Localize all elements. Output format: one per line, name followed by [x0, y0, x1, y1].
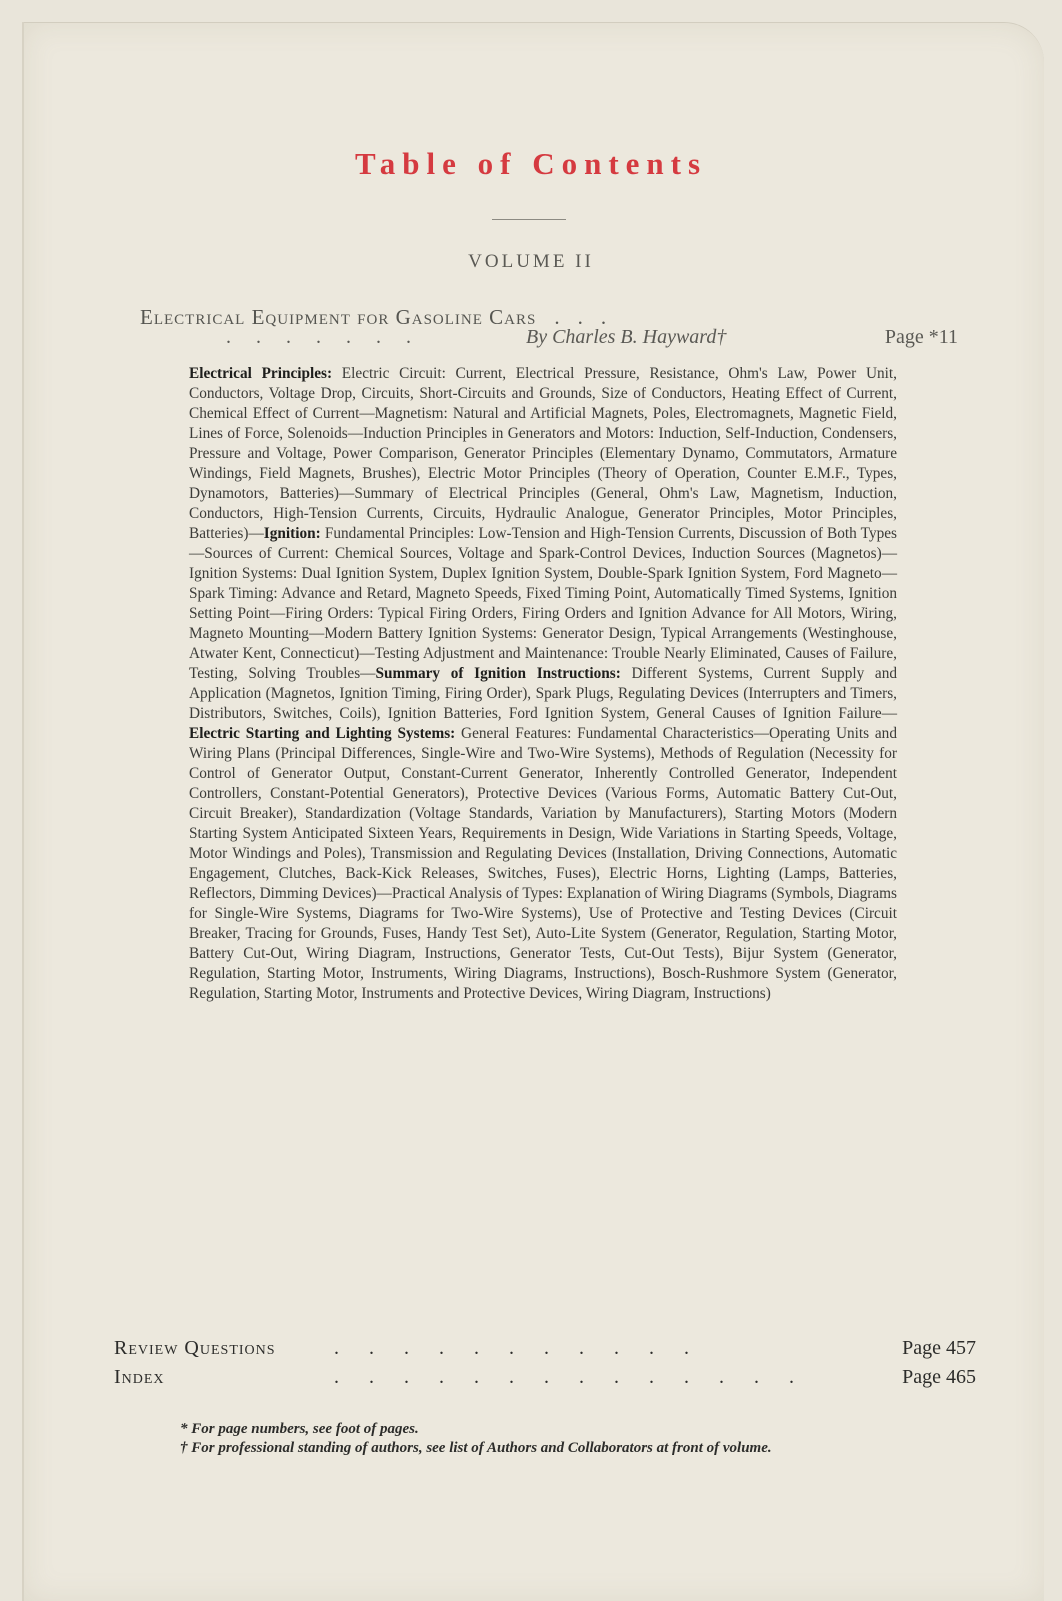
- footnote-page-numbers: * For page numbers, see foot of pages.: [180, 1421, 419, 1437]
- summary-text-ignition: Fundamental Principles: Low-Tension and High-Tension Currents, Discussion of Both Types—Sources of Current: Chemical Sources, Voltage and Spark-Control Devices, Induction Sources (Magnetos)—Ignition Systems: Dual Ignition System, Duplex Ignition System, Double-Spark Ignition System, Ford Magneto—Spark Timing: Advance and Retard, Magneto Speeds, Fixed Timing Point, Automatically Timed Systems, Ignition Setting Point—Firing Orders: Typical Firing Orders, Firing Orders and Ignition Advance for All Motors, Wiring, Magneto Mounting—Modern Battery Ignition Systems: Generator Design, Typical Arrangements (Westinghouse, Atwater Kent, Connecticut)—Testing Adjustment and Maintenance: Trouble Nearly Eliminated, Causes of Failure, Testing, Solving Troubles—: [189, 525, 897, 682]
- section-title-dots: ...: [554, 305, 625, 329]
- section-title-text: Electrical Equipment for Gasoline Cars: [140, 305, 537, 329]
- summary-heading-ignition: Ignition:: [263, 525, 321, 542]
- section-summary: [189, 364, 897, 1004]
- toc-entry-index: [114, 1366, 976, 1389]
- summary-text-ignition-instructions: Different Systems, Current Supply and Application (Magnetos, Ignition Timing, Firing Order), Spark Plugs, Regulating Devices (Interrupters and Timers, Distributors, Switches, Coils), Ignition Batteries, Ford Ignition System, General Causes of Ignition Failure—: [189, 665, 898, 722]
- footnote-authors: † For professional standing of authors, see list of Authors and Collaborators at front of volume.: [180, 1440, 772, 1456]
- toc-entry-label: Review Questions: [114, 1337, 276, 1359]
- section-byline: [226, 326, 958, 349]
- byline-dots: .......: [226, 326, 436, 348]
- section-author: By Charles B. Hayward†: [526, 326, 727, 348]
- toc-entry-dots: ..............: [334, 1366, 824, 1388]
- summary-heading-electrical-principles: Electrical Principles:: [189, 365, 333, 382]
- section-page-ref: Page *11: [884, 326, 958, 348]
- title-divider: [492, 219, 566, 220]
- volume-heading: VOLUME II: [468, 251, 594, 272]
- toc-entry-dots: ...........: [334, 1337, 719, 1359]
- page-title: Table of Contents: [354, 146, 708, 181]
- toc-entry-page: Page 465: [902, 1366, 976, 1388]
- toc-entry-page: Page 457: [902, 1337, 976, 1359]
- summary-text-electrical-principles: Electric Circuit: Current, Electrical Pressure, Resistance, Ohm's Law, Power Unit, Conductors, Voltage Drop, Circuits, Short-Circuits and Grounds, Size of Conductors, Heating Effect of Current, Chemical Effect of Current—Magnetism: Natural and Artificial Magnets, Poles, Electromagnets, Magnetic Field, Lines of Force, Solenoids—Induction Principles in Generators and Motors: Induction, Self-Induction, Condensers, Pressure and Voltage, Power Comparison, Generator Principles (Elementary Dynamo, Commutators, Armature Windings, Field Magnets, Brushes), Electric Motor Principles (Theory of Operation, Counter E.M.F., Types, Dynamotors, Batteries)—Summary of Electrical Principles (General, Ohm's Law, Magnetism, Induction, Conductors, High-Tension Currents, Circuits, Hydraulic Analogue, Generator Principles, Motor Principles, Batteries)—: [189, 365, 897, 542]
- summary-heading-starting-lighting: Electric Starting and Lighting Systems:: [189, 725, 456, 742]
- toc-entry-review-questions: [114, 1337, 976, 1360]
- summary-text-starting-lighting: General Features: Fundamental Characteristics—Operating Units and Wiring Plans (Principal Differences, Single-Wire and Two-Wire Systems), Methods of Regulation (Necessity for Control of Generator Output, Constant-Current Generator, Inherently Controlled Generator, Independent Controllers, Constant-Potential Generators), Protective Devices (Various Forms, Automatic Battery Cut-Out, Circuit Breaker), Standardization (Voltage Standards, Variation by Manufacturers), Starting Motors (Modern Starting System Anticipated Sixteen Years, Requirements in Design, Wide Variations in Starting Speeds, Voltage, Motor Windings and Poles), Transmission and Regulating Devices (Installation, Driving Connections, Automatic Engagement, Clutches, Back-Kick Releases, Switches, Fuses), Electric Horns, Lighting (Lamps, Batteries, Reflectors, Dimming Devices)—Practical Analysis of Types: Explanation of Wiring Diagrams (Symbols, Diagrams for Single-Wire Systems, Diagrams for Two-Wire Systems), Use of Protective and Testing Devices (Circuit Breaker, Tracing for Grounds, Fuses, Handy Test Set), Auto-Lite System (Generator, Regulation, Starting Motor, Battery Cut-Out, Wiring Diagram, Instructions, Generator Tests, Cut-Out Tests), Bijur System (Generator, Regulation, Starting Motor, Instruments, Wiring Diagrams, Instructions), Bosch-Rushmore System (Generator, Regulation, Starting Motor, Instruments and Protective Devices, Wiring Diagram, Instructions): [189, 725, 897, 1002]
- footnotes: [180, 1420, 900, 1458]
- toc-entry-label: Index: [114, 1366, 165, 1388]
- summary-heading-ignition-instructions: Summary of Ignition Instructions:: [375, 665, 621, 682]
